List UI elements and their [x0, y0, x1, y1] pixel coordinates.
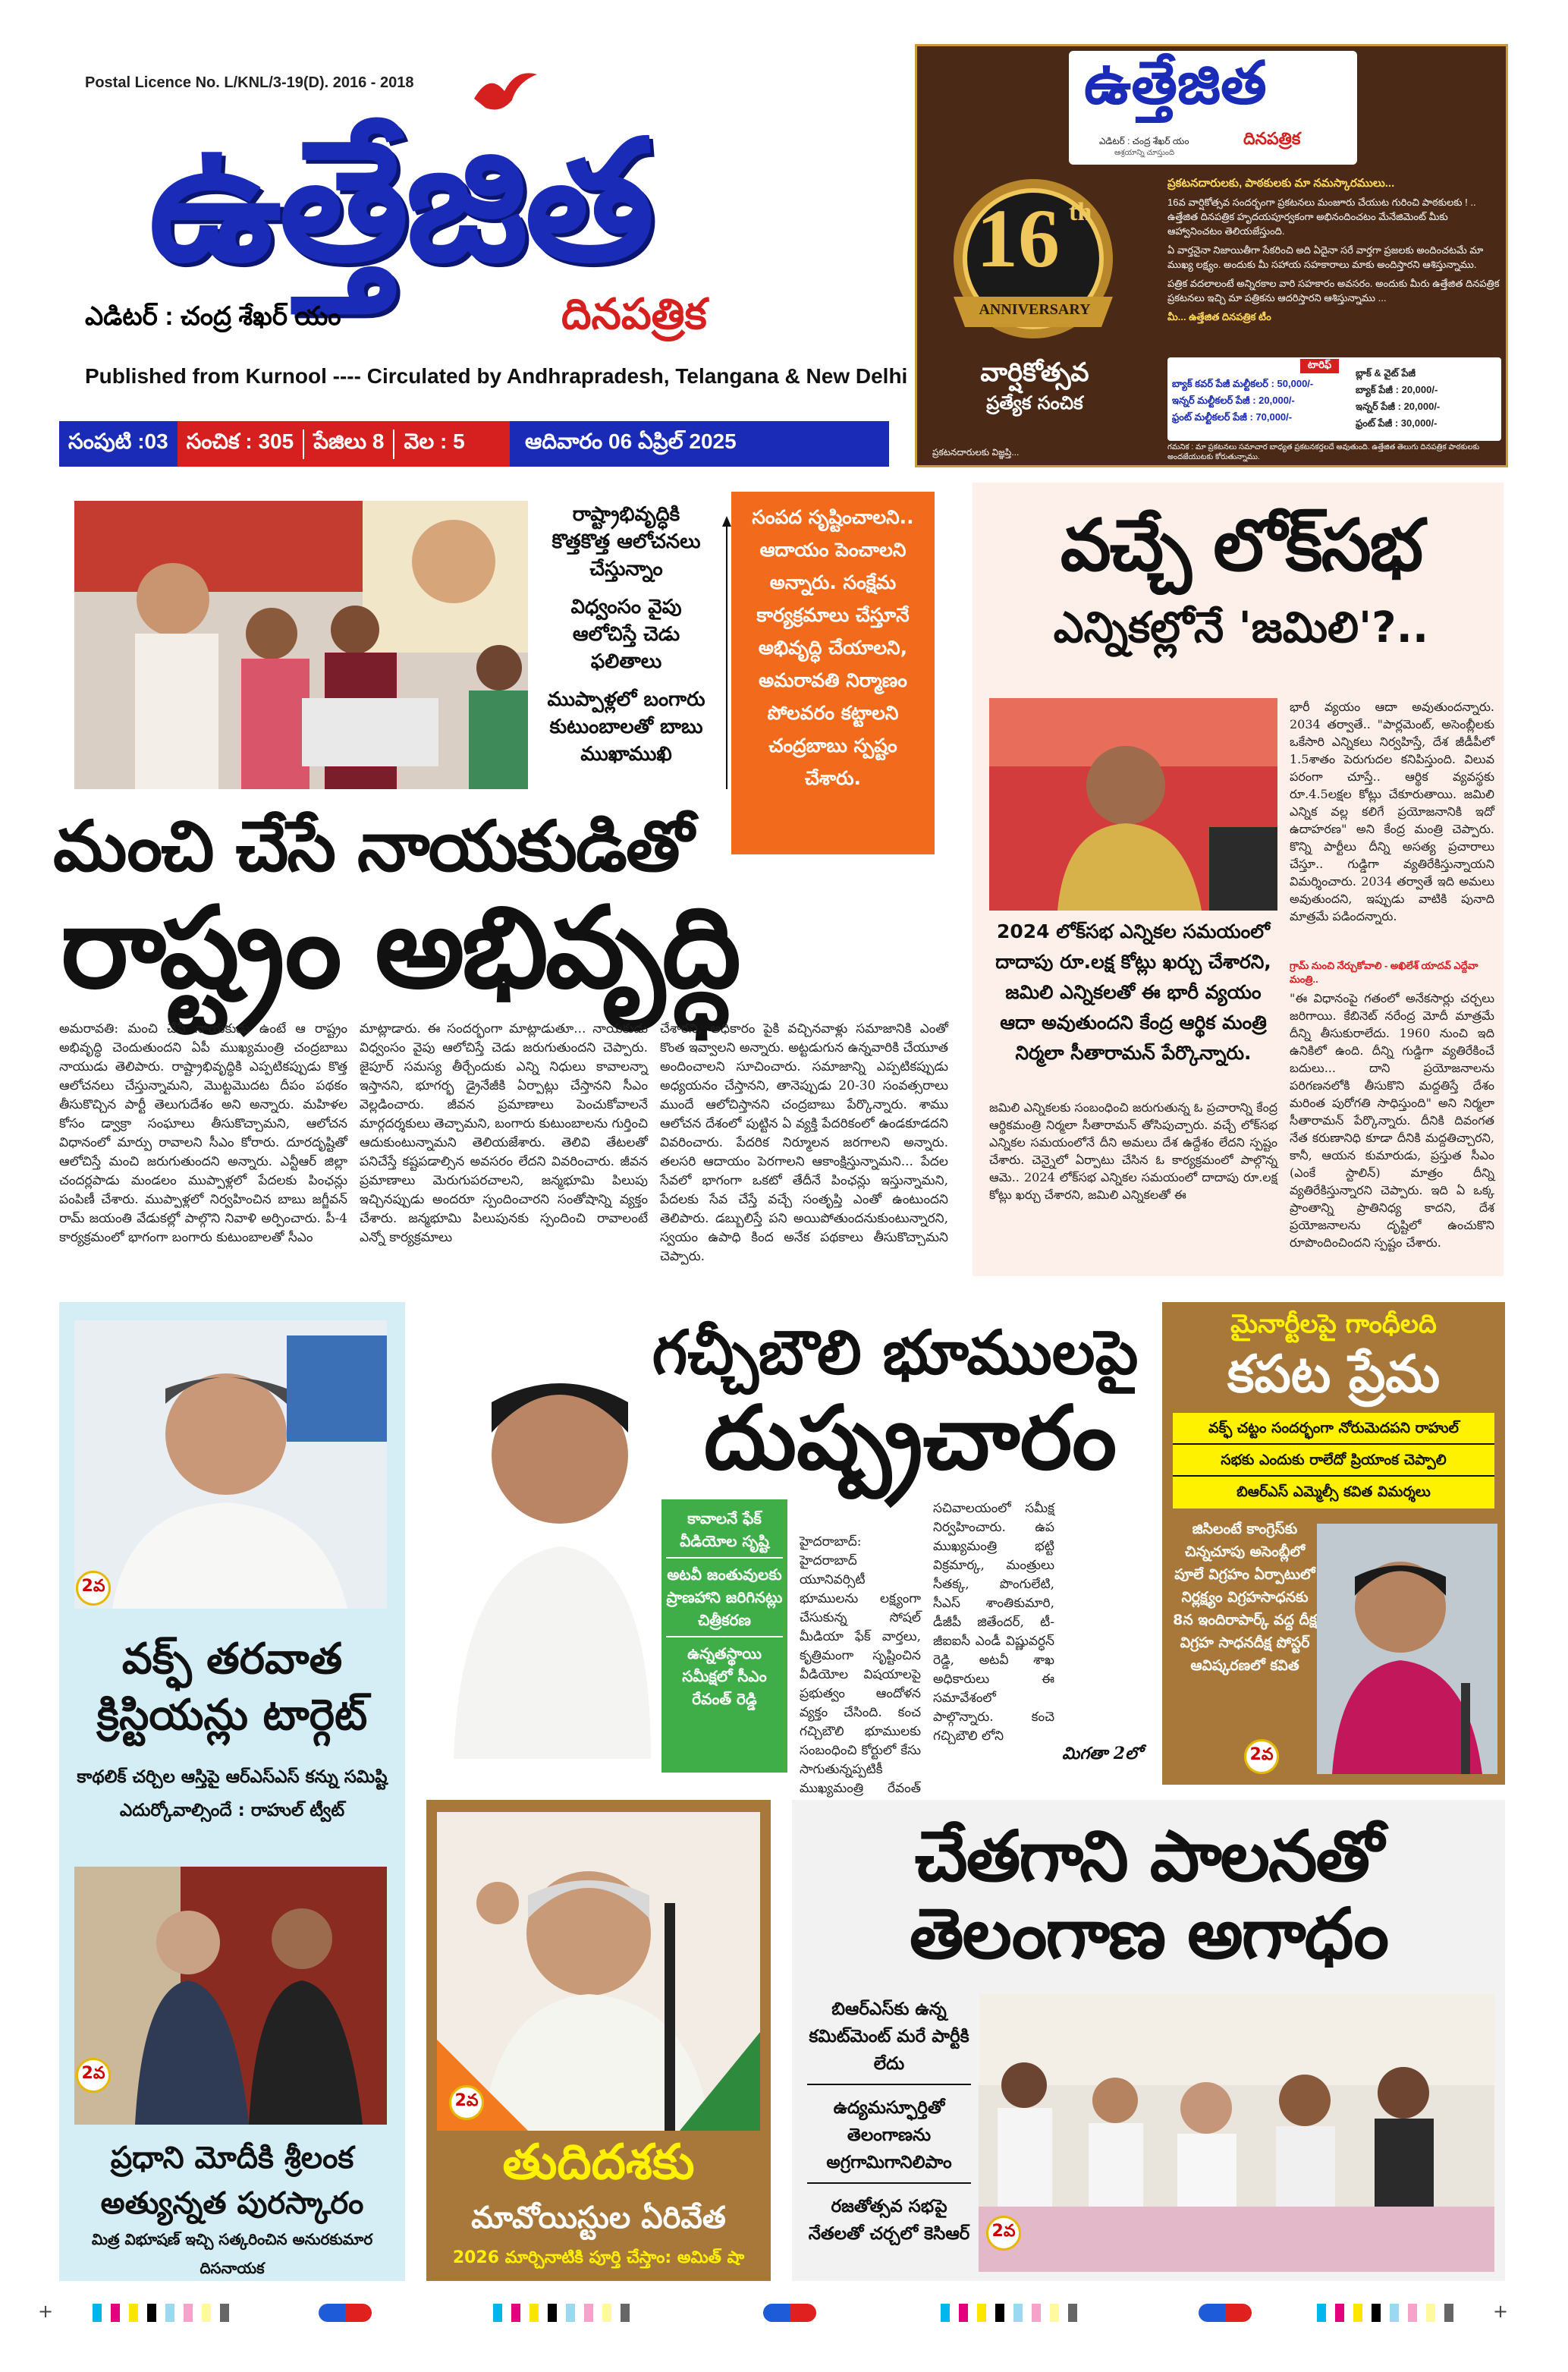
bullet: రజతోత్సవ సభపై నేతలతో చర్చలో కెసిఆర్ — [808, 2197, 970, 2244]
story6-headline2: అత్యున్నత పురస్కారం — [100, 2186, 364, 2221]
date: ఆదివారం 06 ఏప్రిల్ 2025 — [510, 421, 889, 467]
story3-headline2: క్రిస్టియన్లు టార్గెట్ — [96, 1691, 368, 1740]
yellow-bullet: సభకు ఎందుకు రాలేదో ప్రియాంక చెప్పాలి — [1173, 1445, 1494, 1477]
ad-para: మీ... ఉత్తేజిత దినపత్రిక టీం — [1167, 311, 1271, 322]
special-line1: వార్షికోత్సవ — [980, 357, 1089, 388]
masthead-info-bar — [59, 421, 889, 467]
rate-line: ఇన్నర్ మల్టీకలర్ పేజీ : 20,000/- — [1172, 395, 1295, 406]
story4-col2: సచివాలయంలో సమీక్ష నిర్వహించారు. ఉప ముఖ్యమంత్రి భట్టి విక్రమార్క, మంత్రులు సీతక్క, పొంగులేటి, సీఎస్ శాంతికుమారి, డీజీపీ జితేందర్, టీ-జీఐఐసీ ఎండీ విష్ణువర్ధన్ రెడ్డి, అటవీ శాఖ అధికారులు ఈ సమావేశంలో పాల్గొన్నారు. కంచె గచ్చిబౌలి లోని — [933, 1501, 1054, 1744]
story3-headline1: వక్ఫ్ తరవాత — [121, 1634, 343, 1684]
green-bullet: అటవీ జంతువులకు ప్రాణహాని జరిగినట్లు చిత్రీకరణ — [666, 1563, 783, 1637]
story2-col-right2: "ఈ విధానంపై గతంలో అనేకసార్లు చర్చలు జరిగాయి. కేబినెట్ నరేంద్ర మోదీ మాత్రమే దీన్ని తీసుకురాలేదు. 1960 నుంచి ఇది ఉనికిలో ఉంది. దీన్ని గుడ్డిగా వ్యతిరేకించే బదులు... దాని ప్రయోజనాలను పరిగణనలోకి తీసుకొని మద్దతిస్తే దేశం మరింత పురోగతి సాధిస్తుంది" అని నిర్మలా సీతారామన్ పేర్కొన్నారు. దీనికి దివంగత నేత కరుణానిధి కూడా దీనికి మద్దతిచ్చారని, కానీ, ఆయన కుమారుడు, ప్రస్తుత సీఎం (ఎంకే స్టాలిన్) మాత్రం దీన్ని వ్యతిరేకిస్తున్నారని చెప్పారు. ఇది ఏ ఒక్క ప్రాంతాన్ని ప్రాతినిధ్య కాదని, దేశ ప్రయోజనాలను దృష్టిలో ఉంచుకొని రూపొందించిందని స్పష్టం చేశారు. — [1290, 991, 1494, 1250]
rates-right — [1356, 365, 1500, 432]
yellow-bullet: బిఆర్ఎస్ ఎమ్మెల్సీ కవిత విమర్శలు — [1236, 1483, 1431, 1500]
page-2-badge-icon: 2వ — [986, 2216, 1021, 2251]
rates-left — [1172, 376, 1339, 426]
rate-line: ఇన్నర్ పేజీ : 20,000/- — [1356, 401, 1441, 412]
story1-bullets — [545, 501, 708, 768]
amitshah-photo — [437, 1812, 760, 2131]
page-2-badge-icon: 2వ — [449, 2085, 484, 2120]
story1-col1: అమరావతి: మంచి చేసే నాయకుడు ఉంటే ఆ రాష్ట్రం అభివృద్ధి చెందుతుందని ఏపీ ముఖ్యమంత్రి చంద్రబాబు నాయుడు తెలిపారు. రాష్ట్రాభివృద్ధికి ఎప్పటికప్పుడు కొత్త ఆలోచనలు చేస్తున్నామని, మొట్టమొదట దీపం పథకం తీసుకొచ్చిన పార్టీ తెలుగుదేశం అని అన్నారు. మహిళల కోసం డ్వాక్రా సంఘాలు తీసుకొచ్చామని, ఆలోచన విధానంలో మార్పు రావాలని సీఎం కోరారు. దూరదృష్టితో ఆలోచిస్తే మంచి జరుగుతుందని అన్నారు. ఎన్టీఆర్ జిల్లా చందర్లపాడు మండలం ముప్పాళ్లలో పేదలకు పింఛన్లు పంపిణీ చేశారు. ముప్పాళ్లలో నిర్వహించిన బాబు జగ్జీవన్ రామ్ జయంతి వేడుకల్లో పాల్గొని నివాళి అర్పించారు. పీ-4 కార్యక్రమంలో భాగంగా బంగారు కుటుంబాలతో సీఎం — [59, 1021, 347, 1245]
color-bar-3 — [941, 2304, 1077, 2322]
rate-line: ఫ్రంట్ పేజీ : 30,000/- — [1356, 417, 1438, 429]
registration-crosshair-icon: + — [38, 2301, 54, 2322]
masthead-editor: ఎడిటర్ : చంద్ర శేఖర్ యం — [85, 302, 341, 331]
story1-col2: మాట్లాడారు. ఈ సందర్భంగా మాట్లాడుతూ... నాయకుడు విధ్వంసం వైపు ఆలోచిస్తే చెడు జరుగుతుందని చెప్పారు. జైపూర్ సమస్య తీర్చేందుకు ఎన్ని నిధులు కావాలన్నా ఇస్తానని, భూగర్భ డ్రైనేజీకి ఏర్పాట్లు చేస్తానని సీఎం వెల్లడించారు. జీవన ప్రమాణాలు పెంచుకోవాలనే మార్గదర్శకులు తెచ్చామని, బంగారు కుటుంబాలను గుర్తించి ఆదుకుంటున్నామని తెలియజేశారు. తెలివి తేటలతో పనిచేస్తే కష్టపడాల్సిన అవసరం లేదని వివరించారు. జీవన ప్రమాణాలు మెరుగుపరచాలని, జన్మభూమి పిలుపు ఇచ్చినప్పుడు అందరూ స్పందించారని సంతోషాన్ని వ్యక్తం చేశారు. జన్మభూమి పిలుపునకు స్పందించి రావాలంటే ఎన్నో కార్యక్రమాలు — [360, 1021, 648, 1245]
masthead-title: ఉత్తేజిత — [149, 104, 652, 298]
registration-crosshair-icon: + — [1493, 2301, 1509, 2322]
volume: సంపుటి :03 — [59, 421, 178, 467]
masthead-subtitle: దినపత్రిక — [561, 290, 707, 339]
story1-col3: చేశారని, అధికారం పైకి వచ్చినవాళ్లు సమాజానికి ఎంతో కొంత ఇవ్వాలని అన్నారు. అట్టడుగున ఉన్నవారికి చేయూత అందించాలని సూచించారు. సమాజాన్ని ఎప్పటికప్పుడు అధ్యయనం చేస్తానని, తానెప్పుడు 20-30 సంవత్సరాలు ముందే ఆలోచిస్తానని చంద్రబాబు పేర్కొన్నారు. శాము ఆలోచన దేశంలో పుట్టిన ఏ వ్యక్తి పేదరికంలో ఉండకూడదని వివరించారు. పేదరిక నిర్మూలన జరగాలని అన్నారు. తలసరి ఆదాయం పెరగాలని ఆకాంక్షిస్తున్నామని... పేదల సేవలో భాగంగా ఒకటో తేదీనే పింఛన్లు ఇస్తున్నామని, పేదలకు సేవ చేస్తే వచ్చే సంతృప్తి ఎంతో ఉంటుందని తెలిపారు. డబ్బులిస్తే పని అయిపోతుందనుకుంటున్నారని, స్వయం ఉపాధి కింద అనేక పథకాలు తీసుకొచ్చామని చెప్పారు. — [660, 1021, 948, 1264]
kavitha-photo — [1317, 1524, 1497, 1774]
ad-editor-line: ఎడిటర్ : చంద్ర శేఖర్ యం — [1099, 136, 1189, 146]
rate-line: బ్లాక్ & వైట్ పేజీ — [1356, 367, 1416, 379]
ad-para: 16వ వార్షికోత్సవ సందర్భంగా ప్రకటనలు మంజూరు చేయుట గురించి పాఠకులకు ! .. ఉత్తేజిత దినపత్రిక హృదయపూర్వకంగా అభినందించటం మేనేజిమెంట్ మీకు ఆహ్వానించటం తెలియజేస్తుంది. — [1167, 197, 1476, 237]
story4-more: మిగతా 2లో — [1062, 1744, 1142, 1763]
green-bullet: ఉన్నతస్థాయి సమీక్షలో సీఎం రేవంత్ రెడ్డి — [682, 1644, 767, 1708]
story8-headline1: చేతగాని పాలనతో — [914, 1816, 1383, 1897]
nirmala-photo — [989, 698, 1277, 911]
story8-bullets — [807, 1996, 971, 2248]
anniversary-number: 16 — [976, 192, 1060, 285]
color-dot-3 — [1199, 2304, 1252, 2322]
issue: సంచిక : 305 — [178, 429, 305, 459]
ad-footer-left: ప్రకటనదారులకు విజ్ఞప్తి... — [932, 447, 1020, 458]
story7-headline2: మావోయిస్టుల ఏరివేత — [471, 2201, 726, 2235]
bullet: బిఆర్ఎస్‌కు ఉన్న కమిట్‌మెంట్ మరే పార్టీకి లేదు — [807, 1996, 971, 2085]
story5-headline1: మైనార్టీలపై గాంధీలది — [1230, 1309, 1437, 1339]
story2-subhead: గ్రామ్ నుంచి నేర్చుకోవాలి - అఖిలేశ్ యాదవ్ ఎద్దేవా మంత్రి.. — [1290, 960, 1478, 985]
ad-para: ఏ వార్తనైనా నిజాయితీగా సేకరించి అది ఏదైనా సరే వార్తగా ప్రజలకు అందించటమే మా ముఖ్య లక్ష్యం. అందుకు మీ సహాయ సహకారాలు మాకు అందిస్తారని ఆశిస్తున్నాము. — [1167, 244, 1484, 270]
story4-headline1: గచ్చీబౌలి భూములపై — [652, 1317, 1139, 1388]
page-2-badge-icon: 2వ — [76, 1571, 111, 1606]
rate-line: బ్యాక్ పేజీ : 20,000/- — [1356, 384, 1438, 395]
story2-col-left: జమిలి ఎన్నికలకు సంబంధించి జరుగుతున్న ఓ ప్రచారాన్ని కేంద్ర ఆర్థికమంత్రి నిర్మలా సీతారామన్ తోసిపుచ్చారు. వచ్చే లోక్‌సభ ఎన్నికల సమయంలోనే దీని అమలు దేశ ఉద్దేశం లేదని స్పష్టం చేశారు. చెన్నైలో ఏర్పాటు చేసిన ఓ కార్యక్రమంలో పాల్గొన్న ఆమె.. 2024 లోక్‌సభ ఎన్నికల సమయంలో దాదాపు రూ.లక్ష కోట్లు ఖర్చు చేశారని, జమిలి ఎన్నికలతో ఈ — [989, 1100, 1277, 1202]
revanth-photo — [438, 1311, 651, 1759]
rates-title: టారిఫ్ — [1300, 359, 1339, 373]
story7-headline1: తుదిదశకు — [502, 2134, 695, 2191]
story5-yellow-box — [1173, 1413, 1494, 1508]
ad-title: ఉత్తేజిత — [1084, 49, 1267, 118]
chandrababu-photo — [74, 501, 528, 789]
story2-caption: 2024 లోక్‌సభ ఎన్నికల సమయంలో దాదాపు రూ.లక్ష కోట్లు ఖర్చు చేశారని, జమిలి ఎన్నికలతో ఈ భారీ వ్యయం ఆదా అవుతుందని కేంద్ర ఆర్థిక మంత్రి నిర్మలా సీతారామన్ పేర్కొన్నారు. — [995, 920, 1271, 1064]
modi-photo — [74, 1867, 387, 2125]
anniversary-suffix: th — [1069, 198, 1092, 226]
anniversary-label: ANNIVERSARY — [979, 301, 1091, 318]
bullet: ముప్పాళ్లలో బంగారు కుటుంబాలతో బాబు ముఖాముఖి — [547, 688, 705, 766]
story6-headline1: ప్రధాని మోదీకి శ్రీలంక — [110, 2141, 354, 2175]
story8-headline2: తెలంగాణ అగాధం — [909, 1893, 1388, 1974]
story5-headline2: కపట ప్రేమ — [1227, 1345, 1441, 1405]
anniversary-ad — [915, 44, 1508, 467]
story3-sub: కాథలిక్ చర్చిల ఆస్తిపై ఆర్ఎస్ఎస్ కన్ను సమిష్టి ఎదుర్కోవాల్సిందే : రాహుల్ ట్వీట్ — [77, 1767, 388, 1820]
ad-paragraphs — [1167, 195, 1501, 324]
story2-headline1: వచ్చే లోక్‌సభ — [1060, 505, 1422, 587]
story1-headline1: మంచి చేసే నాయకుడితో — [53, 806, 693, 887]
story6-sub: మిత్ర విభూషణ్ ఇచ్చి సత్కరించిన అనురకుమార దిసనాయక — [91, 2230, 373, 2277]
masthead-published: Published from Kurnool ---- Circulated by Andhrapradesh, Telangana & New Delhi — [85, 364, 908, 388]
story7-sub: 2026 మార్చినాటికి పూర్తి చేస్తాం: అమిత్ షా — [452, 2248, 745, 2267]
ad-footer-right: గమనిక : మా ప్రకటనలు సమాచార బాధ్యత ప్రకటనకర్తలదే అవుతుంది. ఉత్తేజిత తెలుగు దినపత్రిక పాఠకులకు అందజేయుటకు కోరుతున్నాము. — [1167, 443, 1480, 461]
rate-line: బ్యాక్ కవర్ పేజీ మల్టీకలర్ : 50,000/- — [1172, 378, 1314, 389]
kcr-meeting-photo — [979, 1994, 1494, 2272]
rahul-photo — [74, 1320, 387, 1609]
yellow-bullet: వక్ఫ్ చట్టం సందర్భంగా నోరుమెదపని రాహుల్ — [1173, 1413, 1494, 1445]
rate-line: ఫ్రంట్ మల్టీకలర్ పేజీ : 70,000/- — [1172, 411, 1293, 423]
story4-headline2: దుష్ప్రచారం — [703, 1387, 1117, 1490]
page-2-badge-icon: 2వ — [76, 2058, 111, 2093]
orange-box: సంపద సృష్టించాలని.. ఆదాయం పెంచాలని అన్నారు. సంక్షేమ కార్యక్రమాలు చేస్తూనే అభివృద్ధి చేయాలని, అమరావతి నిర్మాణం పోలవరం కట్టాలని చంద్రబాబు స్పష్టం చేశారు. — [731, 492, 935, 854]
story4-col1: హైదరాబాద్: హైదరాబాద్ యూనివర్సిటీ భూములను లక్ష్యంగా చేసుకున్న సోషల్ మీడియా ఫేక్ వార్తలు, కృత్రిమంగా సృష్టించిన వీడియోల విషయాలపై ప్రభుత్వం ఆందోళన వ్యక్తం చేసింది. కంచ గచ్చిబౌలి భూములకు సంబంధించి కోర్టులో కేసు సాగుతున్నప్పటికీ ముఖ్యమంత్రి రేవంత్ — [800, 1534, 921, 1796]
story2-headline2: ఎన్నికల్లోనే 'జమిలి'?.. — [1053, 603, 1429, 653]
story2-col-right: భారీ వ్యయం ఆదా అవుతుందన్నారు. 2034 తర్వాతే.. "పార్లమెంట్, అసెంబ్లీలకు ఒకేసారి ఎన్నికలు నిర్వహిస్తే, దేశ జీడీపీలో 1.5శాతం పెరుగుదల కనిపిస్తుంది. విలువ పరంగా చూస్తే.. ఆర్థిక వ్యవస్థకు రూ.4.5లక్షల కోట్లు చేకూరుతాయి. జమిలి ఎన్నిక వల్ల కలిగే ప్రయోజనానికి ఇదో ఉదాహరణ" అని కేంద్ర మంత్రి చెప్పారు. కొన్ని పార్టీలు దీన్ని అసత్య ప్రచారాలు చేస్తూ.. గుడ్డిగా వ్యతిరేకిస్తున్నాయని విమర్శించారు. 2034 తర్వాతే ఇది అమలు అవుతుందని, ఇప్పుడు వాటికి పునాది మాత్రమే పడిందన్నారు. — [1290, 700, 1494, 923]
bullet: ఉద్యమస్ఫూర్తితో తెలంగాణను అగ్రగామిగానిలిపాం — [807, 2094, 971, 2184]
story1-headline2: రాష్ట్రం అభివృద్ధి — [61, 882, 738, 1013]
special-line2: ప్రత్యేక సంచిక — [986, 392, 1083, 414]
ad-heading: ప్రకటనదారులకు, పాఠకులకు మా నమస్కారములు... — [1167, 177, 1395, 190]
ad-para: పత్రిక వదలాలంటే అన్నిరకాల వారి సహకారం అవసరం. అందుకు మీరు ఉత్తేజిత దినపత్రిక ప్రకటనలు ఇచ్చి మా పత్రికను ఆదరిస్తారని ఆశిస్తున్నాము ... — [1167, 278, 1500, 304]
postal-licence: Postal Licence No. L/KNL/3-19(D). 2016 - 2018 — [85, 74, 414, 91]
bullet: రాష్ట్రాభివృద్ధికి కొత్తకొత్త ఆలోచనలు చేస్తున్నాం — [551, 503, 701, 580]
color-bar-1 — [93, 2304, 229, 2322]
rates-box — [1167, 357, 1501, 441]
story4-green-box — [661, 1499, 787, 1773]
ad-subtitle: దినపత్రిక — [1243, 130, 1301, 149]
color-dot-1 — [319, 2304, 372, 2322]
color-bar-4 — [1317, 2304, 1453, 2322]
story5-text: జిసిలంటే కాంగ్రెస్‌కు చిన్నచూపు అసెంబ్లీలో పూలే విగ్రహం ఏర్పాటులో నిర్లక్ష్యం విగ్రహసాధనకు 8న ఇందిరాపార్క్ వద్ద దీక్ష విగ్రహ సాధనదీక్ష పోస్టర్ ఆవిష్కరణలో కవిత — [1173, 1521, 1317, 1674]
arrow-icon — [722, 516, 731, 789]
bullet: విధ్వంసం వైపు ఆలోచిస్తే చెడు ఫలితాలు — [570, 596, 682, 673]
ad-tagline: ఆశ్రయాన్ని చూస్తుంది — [1114, 149, 1175, 157]
green-bullet: కావాలనే ఫేక్ వీడియోల సృష్టి — [666, 1507, 783, 1559]
color-bar-2 — [493, 2304, 630, 2322]
price: వెల : 5 — [404, 429, 465, 453]
pages: పేజిలు 8 — [304, 429, 394, 459]
color-dot-2 — [763, 2304, 816, 2322]
page-2-badge-icon: 2వ — [1244, 1739, 1279, 1774]
